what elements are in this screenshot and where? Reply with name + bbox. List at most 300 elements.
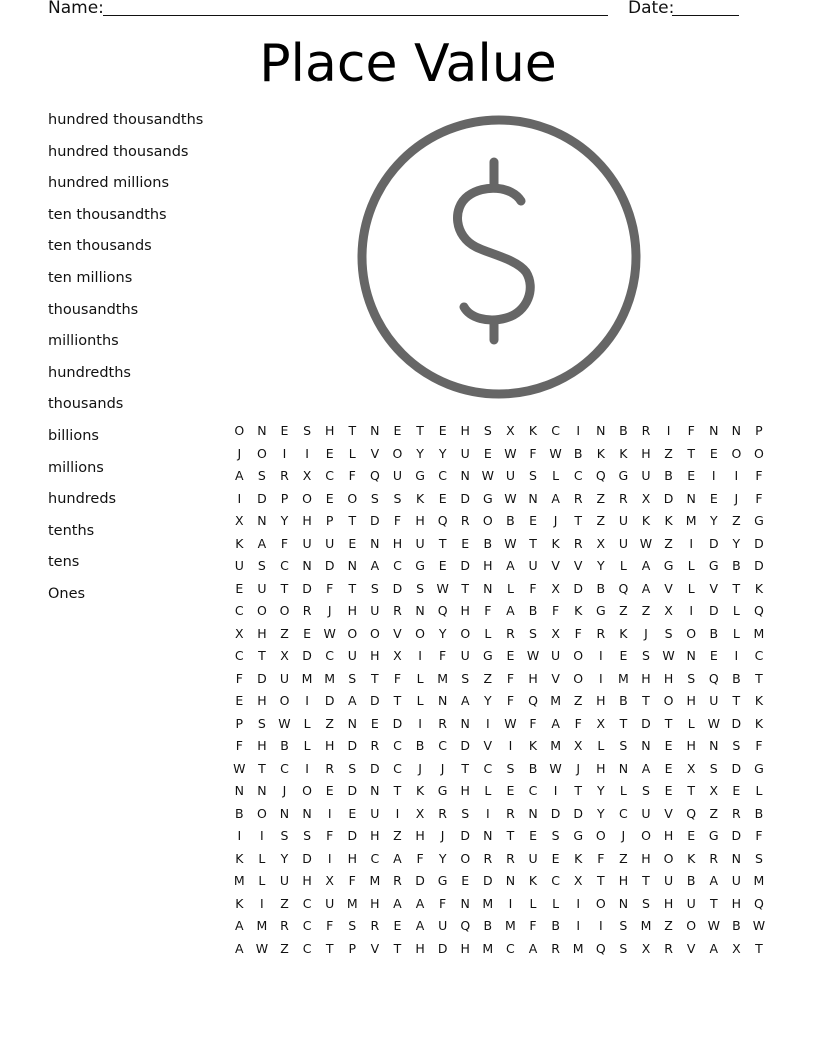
grid-letter: N	[370, 423, 380, 438]
grid-letter: R	[709, 850, 719, 866]
grid-letter: N	[618, 760, 629, 776]
grid-letter: V	[573, 558, 583, 573]
grid-letter: H	[370, 828, 380, 843]
grid-letter: X	[573, 738, 583, 753]
grid-letter: T	[619, 715, 628, 731]
grid-letter: N	[415, 603, 425, 618]
grid-letter: Y	[596, 558, 605, 573]
grid-letter: H	[324, 423, 335, 438]
grid-letter: M	[685, 513, 697, 528]
grid-row	[228, 555, 772, 578]
grid-letter: D	[302, 850, 312, 866]
grid-letter: U	[618, 513, 628, 528]
grid-letter: J	[644, 625, 648, 641]
grid-row	[228, 893, 772, 916]
grid-letter: H	[596, 760, 606, 776]
grid-letter: F	[574, 715, 582, 731]
grid-letter: O	[595, 828, 606, 843]
grid-letter: U	[460, 648, 470, 663]
grid-letter: U	[370, 603, 380, 618]
grid-letter: C	[551, 873, 560, 888]
grid-letter: B	[686, 873, 696, 888]
grid-letter: T	[280, 580, 289, 596]
grid-letter: F	[529, 715, 537, 731]
grid-row	[228, 533, 772, 556]
grid-letter: F	[529, 580, 537, 596]
grid-letter: F	[416, 850, 424, 866]
grid-letter: U	[641, 805, 651, 821]
grid-letter: X	[596, 715, 606, 731]
grid-letter: K	[528, 873, 538, 888]
grid-letter: F	[484, 603, 492, 618]
grid-letter: W	[707, 918, 720, 933]
grid-letter: D	[347, 738, 358, 753]
grid-letter: D	[392, 580, 403, 596]
grid-letter: M	[572, 940, 584, 956]
grid-letter: G	[754, 513, 764, 528]
grid-letter: R	[393, 603, 402, 618]
grid-letter: F	[348, 468, 356, 483]
grid-letter: U	[618, 535, 628, 551]
grid-letter: S	[619, 738, 628, 753]
grid-letter: J	[282, 783, 287, 798]
grid-letter: S	[461, 670, 470, 686]
grid-letter: I	[553, 783, 558, 798]
grid-letter: J	[734, 490, 739, 506]
grid-letter: C	[302, 895, 312, 911]
grid-letter: K	[754, 693, 764, 708]
grid-letter: T	[709, 895, 718, 911]
grid-letter: U	[438, 918, 448, 933]
grid-letter: D	[731, 715, 742, 731]
grid-letter: A	[551, 490, 560, 506]
grid-letter: X	[415, 805, 425, 821]
grid-letter: H	[415, 940, 425, 956]
grid-letter: L	[619, 783, 627, 798]
grid-letter: K	[664, 513, 673, 528]
grid-letter: E	[664, 783, 673, 798]
grid-letter: M	[505, 918, 516, 933]
grid-letter: J	[440, 828, 445, 843]
grid-letter: C	[438, 468, 447, 483]
grid-letter: K	[574, 850, 583, 866]
grid-letter: T	[393, 783, 402, 798]
grid-letter: N	[709, 738, 719, 753]
grid-letter: C	[393, 558, 402, 573]
grid-row	[228, 735, 772, 758]
grid-letter: I	[734, 648, 739, 663]
grid-row	[228, 623, 772, 646]
grid-letter: K	[528, 423, 538, 438]
grid-letter: U	[460, 445, 470, 461]
grid-letter: N	[528, 490, 538, 506]
grid-letter: D	[302, 580, 312, 596]
grid-letter: N	[618, 895, 629, 911]
grid-letter: H	[257, 625, 267, 641]
grid-letter: T	[732, 693, 741, 708]
grid-letter: X	[664, 603, 673, 618]
grid-letter: O	[256, 603, 267, 618]
grid-letter: L	[755, 783, 763, 798]
grid-letter: P	[325, 513, 334, 528]
grid-letter: C	[325, 648, 335, 663]
grid-letter: A	[347, 693, 357, 708]
grid-letter: M	[256, 918, 268, 933]
grid-letter: R	[370, 738, 380, 753]
grid-row	[228, 870, 772, 893]
grid-letter: O	[369, 625, 380, 641]
grid-letter: O	[595, 895, 606, 911]
grid-letter: U	[528, 558, 538, 573]
grid-letter: G	[595, 603, 606, 618]
word-list-item: thousands	[48, 396, 124, 413]
grid-letter: K	[619, 445, 628, 461]
grid-letter: I	[305, 445, 309, 461]
grid-letter: Y	[596, 783, 605, 798]
grid-letter: U	[234, 558, 244, 573]
grid-letter: F	[235, 738, 243, 753]
grid-letter: D	[731, 828, 742, 843]
grid-letter: S	[642, 783, 650, 798]
grid-letter: B	[619, 423, 628, 438]
grid-letter: R	[506, 850, 515, 866]
word-list-item: hundred millions	[48, 175, 170, 192]
grid-letter: H	[460, 783, 470, 798]
grid-letter: J	[418, 760, 422, 776]
grid-letter: O	[573, 670, 584, 686]
grid-letter: I	[327, 850, 332, 866]
word-list-item: hundreds	[48, 491, 117, 508]
grid-letter: S	[754, 850, 763, 866]
grid-letter: Z	[325, 715, 334, 731]
grid-letter: R	[619, 490, 628, 506]
grid-letter: G	[437, 783, 448, 798]
grid-letter: N	[257, 783, 267, 798]
grid-letter: W	[662, 648, 675, 663]
grid-letter: N	[686, 490, 696, 506]
grid-letter: L	[258, 850, 266, 866]
grid-letter: T	[258, 648, 266, 663]
grid-letter: M	[482, 940, 494, 956]
grid-letter: K	[528, 738, 538, 753]
grid-letter: Z	[664, 918, 673, 933]
grid-letter: C	[280, 760, 289, 776]
grid-letter: L	[416, 693, 424, 708]
grid-letter: U	[551, 648, 561, 663]
grid-letter: O	[731, 445, 742, 461]
grid-letter: G	[482, 648, 493, 663]
grid-letter: K	[551, 535, 560, 551]
grid-letter: A	[257, 535, 267, 551]
grid-letter: A	[528, 940, 538, 956]
grid-letter: T	[755, 670, 763, 686]
grid-letter: E	[280, 423, 289, 438]
grid-letter: Y	[416, 445, 424, 461]
grid-letter: F	[755, 490, 763, 506]
grid-letter: B	[483, 918, 493, 933]
grid-letter: U	[302, 535, 312, 551]
grid-letter: I	[485, 805, 490, 821]
grid-letter: X	[302, 468, 312, 483]
grid-letter: I	[260, 828, 264, 843]
grid-letter: L	[529, 895, 537, 911]
grid-row	[228, 465, 772, 488]
grid-letter: A	[709, 873, 719, 888]
grid-letter: O	[754, 445, 764, 461]
grid-row	[228, 758, 772, 781]
grid-letter: W	[639, 535, 653, 551]
grid-letter: U	[392, 468, 403, 483]
grid-letter: K	[415, 783, 425, 798]
grid-letter: T	[416, 423, 424, 438]
grid-letter: H	[257, 738, 267, 753]
grid-letter: O	[460, 625, 471, 641]
grid-letter: O	[256, 445, 267, 461]
grid-letter: F	[529, 918, 537, 933]
grid-letter: M	[437, 670, 449, 686]
grid-letter: N	[460, 895, 470, 911]
grid-letter: M	[753, 873, 765, 888]
grid-letter: X	[686, 760, 696, 776]
grid-letter: J	[621, 828, 626, 843]
grid-letter: I	[598, 670, 603, 686]
grid-letter: L	[687, 580, 695, 596]
grid-letter: H	[686, 693, 696, 708]
grid-letter: I	[711, 468, 716, 483]
grid-letter: F	[506, 670, 515, 686]
grid-letter: S	[619, 940, 628, 956]
grid-letter: X	[641, 490, 651, 506]
word-list-item: ten thousandths	[48, 206, 167, 223]
grid-letter: O	[663, 693, 674, 708]
grid-letter: R	[393, 873, 402, 888]
date-field[interactable]	[672, 15, 739, 16]
grid-letter: H	[641, 670, 651, 686]
grid-letter: B	[528, 603, 538, 618]
grid-letter: I	[598, 648, 603, 663]
grid-letter: S	[619, 918, 628, 933]
grid-letter: H	[686, 738, 696, 753]
grid-letter: N	[257, 513, 267, 528]
grid-letter: I	[418, 648, 422, 663]
grid-letter: N	[370, 535, 380, 551]
grid-letter: T	[325, 940, 334, 956]
grid-letter: F	[529, 445, 537, 461]
grid-letter: C	[325, 468, 335, 483]
grid-letter: E	[370, 715, 379, 731]
grid-letter: K	[596, 445, 605, 461]
grid-letter: R	[370, 918, 380, 933]
grid-letter: C	[619, 805, 628, 821]
grid-letter: X	[641, 940, 651, 956]
word-list-item: hundredths	[48, 364, 131, 381]
grid-letter: Q	[708, 670, 719, 686]
grid-letter: G	[708, 828, 719, 843]
grid-row	[228, 600, 772, 623]
grid-letter: Q	[754, 895, 764, 911]
grid-letter: X	[506, 423, 515, 438]
grid-letter: Z	[709, 805, 719, 821]
grid-letter: E	[709, 648, 718, 663]
grid-row	[228, 443, 772, 466]
grid-letter: E	[687, 828, 696, 843]
grid-letter: T	[461, 580, 470, 596]
grid-letter: O	[415, 625, 425, 641]
grid-letter: D	[460, 828, 471, 843]
grid-letter: U	[279, 873, 290, 888]
grid-letter: T	[642, 873, 650, 888]
grid-letter: H	[347, 603, 357, 618]
grid-letter: T	[529, 535, 537, 551]
grid-letter: R	[641, 423, 651, 438]
grid-letter: U	[686, 895, 696, 911]
grid-letter: G	[754, 760, 764, 776]
grid-letter: R	[438, 715, 447, 731]
grid-letter: V	[370, 940, 380, 956]
grid-letter: Z	[664, 535, 673, 551]
grid-letter: S	[642, 895, 650, 911]
grid-letter: H	[483, 558, 493, 573]
grid-letter: D	[324, 693, 335, 708]
grid-letter: U	[505, 468, 515, 483]
grid-letter: X	[573, 873, 583, 888]
grid-letter: Z	[280, 940, 289, 956]
grid-letter: T	[461, 760, 470, 776]
grid-letter: X	[551, 625, 560, 641]
grid-letter: Y	[438, 445, 447, 461]
word-search-grid	[228, 420, 772, 960]
grid-letter: I	[576, 423, 581, 438]
grid-letter: G	[415, 468, 425, 483]
grid-letter: M	[550, 693, 561, 708]
grid-letter: S	[483, 423, 492, 438]
grid-letter: A	[370, 558, 380, 573]
grid-letter: F	[235, 670, 243, 686]
grid-letter: E	[506, 783, 515, 798]
grid-letter: K	[235, 895, 244, 911]
grid-letter: J	[576, 760, 581, 776]
grid-letter: I	[237, 828, 242, 843]
grid-row	[228, 510, 772, 533]
grid-letter: S	[687, 670, 696, 686]
grid-letter: N	[347, 558, 357, 573]
grid-letter: R	[506, 625, 515, 641]
grid-letter: G	[482, 490, 493, 506]
grid-letter: V	[551, 670, 560, 686]
grid-letter: G	[618, 468, 629, 483]
grid-letter: H	[370, 895, 380, 911]
grid-letter: E	[348, 805, 357, 821]
grid-letter: Y	[709, 513, 718, 528]
grid-letter: E	[732, 783, 741, 798]
grid-letter: A	[709, 940, 719, 956]
grid-letter: U	[731, 873, 741, 888]
grid-letter: B	[732, 558, 741, 573]
grid-letter: A	[506, 603, 515, 618]
grid-letter: F	[280, 535, 289, 551]
grid-letter: C	[528, 783, 538, 798]
page-title: Place Value	[259, 34, 557, 94]
grid-letter: C	[551, 423, 560, 438]
grid-letter: A	[641, 558, 651, 573]
grid-letter: N	[505, 873, 516, 888]
grid-letter: Q	[460, 918, 471, 933]
grid-letter: K	[235, 535, 244, 551]
grid-letter: F	[326, 580, 334, 596]
grid-letter: L	[303, 715, 311, 731]
grid-letter: N	[460, 468, 470, 483]
grid-letter: C	[280, 558, 289, 573]
grid-letter: D	[347, 828, 358, 843]
grid-letter: F	[755, 738, 763, 753]
grid-letter: X	[393, 648, 402, 663]
grid-letter: C	[234, 603, 244, 618]
grid-letter: N	[302, 558, 312, 573]
grid-letter: A	[641, 580, 651, 596]
grid-letter: Z	[393, 828, 402, 843]
grid-letter: T	[438, 535, 447, 551]
word-list-item: Ones	[48, 585, 86, 602]
grid-letter: S	[393, 490, 402, 506]
grid-letter: J	[440, 760, 445, 776]
grid-letter: S	[257, 468, 266, 483]
grid-letter: K	[619, 625, 628, 641]
grid-letter: D	[708, 535, 719, 551]
grid-letter: Q	[437, 603, 448, 618]
grid-row	[228, 578, 772, 601]
grid-letter: B	[709, 625, 719, 641]
grid-letter: Z	[573, 693, 583, 708]
grid-letter: D	[347, 783, 358, 798]
grid-letter: M	[640, 918, 652, 933]
grid-letter: X	[709, 783, 719, 798]
name-field[interactable]	[103, 15, 608, 16]
grid-letter: N	[731, 423, 742, 438]
grid-letter: V	[370, 445, 380, 461]
grid-letter: P	[235, 715, 244, 731]
grid-letter: R	[483, 850, 493, 866]
grid-letter: H	[460, 603, 470, 618]
grid-letter: R	[280, 918, 289, 933]
grid-letter: I	[576, 918, 581, 933]
grid-letter: T	[506, 828, 515, 843]
grid-letter: U	[279, 670, 290, 686]
grid-letter: E	[664, 760, 673, 776]
grid-letter: M	[550, 738, 561, 753]
grid-letter: O	[347, 490, 358, 506]
grid-letter: V	[483, 738, 493, 753]
grid-letter: E	[235, 693, 244, 708]
grid-letter: C	[302, 918, 312, 933]
word-list-item: hundred thousands	[48, 143, 189, 160]
grid-letter: Y	[438, 850, 447, 866]
grid-letter: P	[348, 940, 357, 956]
grid-letter: A	[506, 558, 515, 573]
grid-letter: D	[550, 805, 561, 821]
grid-letter: N	[279, 805, 290, 821]
grid-letter: D	[754, 558, 764, 573]
grid-letter: Y	[280, 850, 289, 866]
grid-row	[228, 488, 772, 511]
grid-letter: H	[302, 513, 312, 528]
grid-letter: H	[528, 670, 538, 686]
grid-letter: W	[504, 715, 517, 731]
grid-letter: M	[301, 670, 313, 686]
grid-letter: A	[235, 468, 244, 483]
grid-letter: B	[415, 738, 425, 753]
grid-letter: S	[348, 918, 357, 933]
grid-letter: I	[418, 715, 422, 731]
